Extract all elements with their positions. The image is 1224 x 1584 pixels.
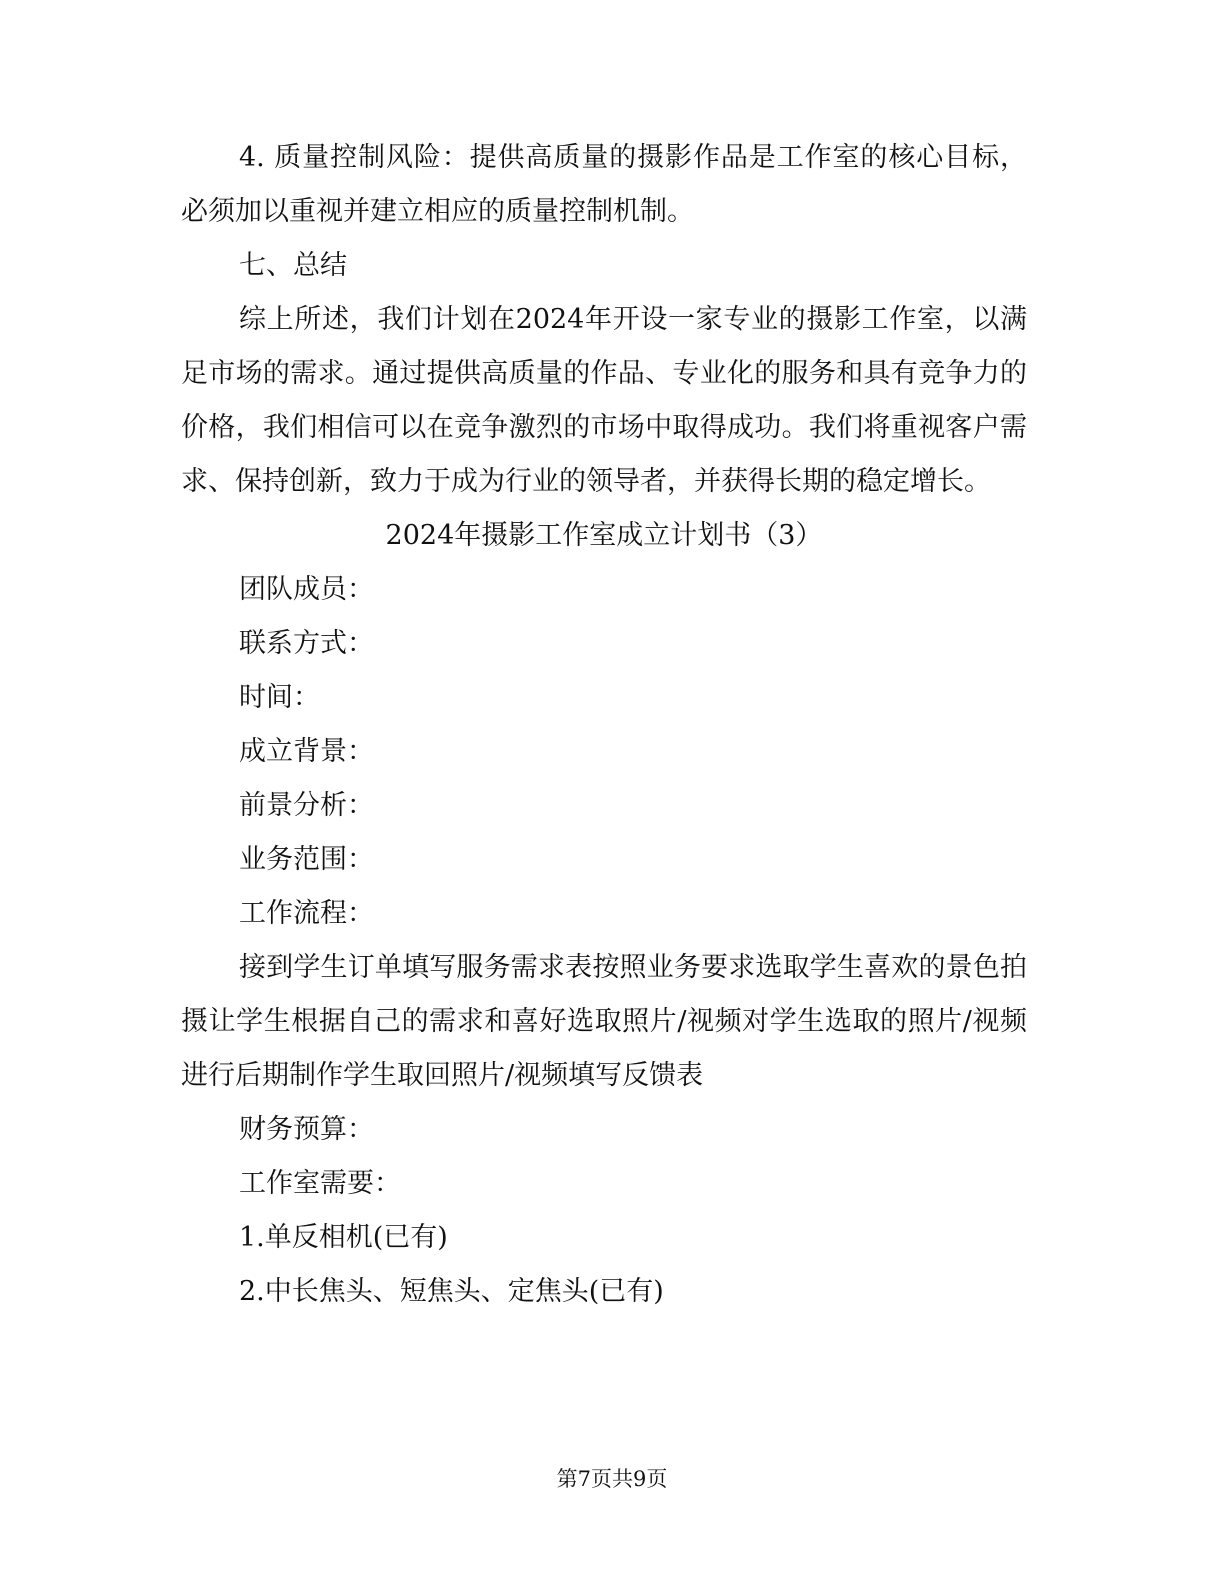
workflow-paragraph: 接到学生订单填写服务需求表按照业务要求选取学生喜欢的景色拍摄让学生根据自己的需求和喜好选取照片/视频对学生选取的照片/视频进行后期制作学生取回照片/视频填写反馈表 xyxy=(181,952,1027,1091)
summary-paragraph: 综上所述，我们计划在2024年开设一家专业的摄影工作室，以满足市场的需求。通过提供高质量的作品、专业化的服务和具有竞争力的价格，我们相信可以在竞争激烈的市场中取得成功。我们将重视客户需求、保持创新，致力于成为行业的领导者，并获得长期的稳定增长。 xyxy=(181,304,1027,497)
field-time: 时间： xyxy=(239,682,320,713)
field-contact: 联系方式： xyxy=(239,628,374,659)
list-item-2: 2.中长焦头、短焦头、定焦头(已有) xyxy=(239,1276,664,1307)
field-prospect: 前景分析： xyxy=(239,790,374,821)
page-footer: 第7页共9页 xyxy=(556,1467,668,1491)
section-title: 2024年摄影工作室成立计划书（3） xyxy=(385,520,823,551)
risk-item-4: 4. 质量控制风险：提供高质量的摄影作品是工作室的核心目标，必须加以重视并建立相应的质量控制机制。 xyxy=(181,142,1027,227)
field-team-members: 团队成员： xyxy=(239,574,374,605)
section-heading-summary: 七、总结 xyxy=(239,250,347,281)
field-business-scope: 业务范围： xyxy=(239,844,374,875)
field-background: 成立背景： xyxy=(239,736,374,767)
body-text xyxy=(181,131,1027,1319)
field-studio-needs: 工作室需要： xyxy=(239,1168,401,1199)
list-item-1: 1.单反相机(已有) xyxy=(239,1222,448,1253)
field-budget: 财务预算： xyxy=(239,1114,374,1145)
field-workflow: 工作流程： xyxy=(239,898,374,929)
